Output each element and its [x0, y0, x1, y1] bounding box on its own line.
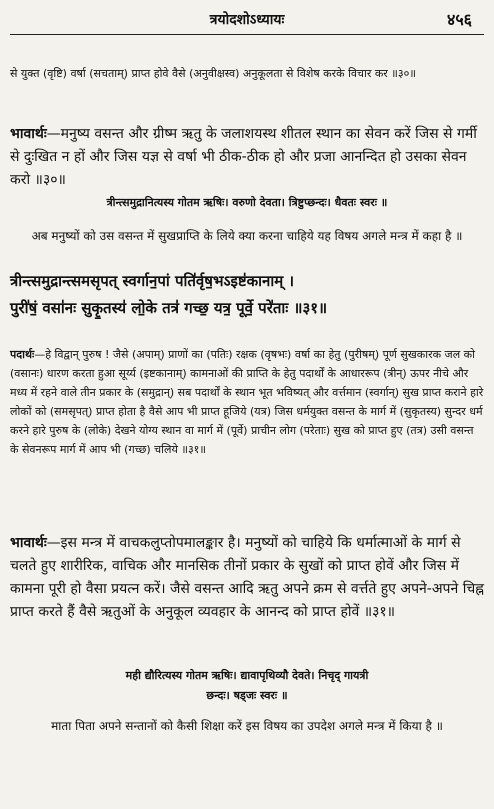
bhavartha-label: भावार्थः	[10, 126, 47, 142]
bhavartha-text: —इस मन्त्र में वाचकलुप्तोपमालङ्कार है। मनुष्यों को चाहिये कि धर्मात्माओं के मार्ग से चलते हुए शारीरिक, वाचिक और मानसिक तीनों प्रकार के सुखों को प्राप्त होवें और जिस में कामना पूरी हो वैसा प्रयत्न करें। जैसे वसन्त आदि ऋतु अपने क्रम से वर्त्तते हुए अपने-अपने चिह्न प्राप्त करते हैं वैसे ऋतुओं के अनुकूल व्यवहार के आनन्द को प्राप्त होवें ॥३१॥	[10, 535, 484, 620]
previous-padartha-end: से युक्त (वृष्टि) वर्षा (सचताम्) प्राप्त होवे वैसे (अनुवीक्षस्व) अनुकूलता से विशेष करके विचार कर ॥३०॥	[10, 67, 416, 80]
next-rishi-line-2: छन्दः। षड्जः स्वरः ॥	[206, 689, 288, 702]
next-rishi-devata	[10, 666, 484, 706]
bhavartha-label: भावार्थः	[10, 535, 47, 551]
chapter-title: त्रयोदशोऽध्यायः	[209, 12, 285, 28]
bhavartha-text: —मनुष्य वसन्त और ग्रीष्म ऋतु के जलाशयस्थ शीतल स्थान का सेवन करें जिस से गर्मी से दुःखित न हों और जिस यज्ञ से वर्षा भी ठीक-ठीक हो और प्रजा आनन्दित हो उसका सेवन करो ॥३०॥	[10, 126, 477, 188]
bhavartha	[10, 532, 484, 624]
previous-verse-ending	[10, 64, 484, 83]
page-header	[0, 8, 494, 30]
mantra-line-1: त्रीन्त्समुद्रान्त्समसृपत् स्वर्गान॒पां पति॑र्वृष॒भऽइष्ट॑कानाम् ।	[10, 272, 295, 290]
padartha-label: पदार्थः	[10, 348, 35, 361]
previous-bhavartha	[10, 123, 484, 192]
next-mantra-intro: माता पिता अपने सन्तानों को कैसी शिक्षा करें इस विषय का उपदेश अगले मन्त्र में किया है ॥	[51, 719, 443, 733]
padartha	[10, 345, 484, 459]
mantra-line-2: पुरी॑षं॒ वसा॑नः सुकृ॒तस्य॑ लो॒के तत्र॑ गच्छ॒ यत्र॒ पूर्वे॒ परे॑ताः ॥३१॥	[10, 299, 328, 317]
rishi-devata-line: त्रीन्त्समुद्रानित्यस्य गोतम ऋषिः। वरुणो देवता। त्रिष्टुप्छन्दः। धैवतः स्वरः ॥	[106, 196, 388, 209]
next-rishi-line-1: मही द्यौरित्यस्य गोतम ऋषिः। द्यावापृथिव्यौ देवते। निचृद् गायत्री	[125, 669, 369, 682]
mantra-intro: अब मनुष्यों को उस वसन्त में सुखप्राप्ति के लिये क्या करना चाहिये यह विषय अगले मन्त्र में कहा है ॥	[31, 229, 463, 243]
header-rule	[10, 34, 484, 35]
mantra	[10, 268, 484, 322]
page-number: ४५६	[447, 10, 472, 29]
padartha-text: —हे विद्वान् पुरुष ! जैसे (अपाम्) प्राणों का (पतिः) रक्षक (वृषभः) वर्षा का हेतु (पुरीषम्) पूर्ण सुखकारक जल को (वसानः) धारण करता हुआ सूर्य्य (इष्टकानाम्) कामनाओं की प्राप्ति के हेतु पदार्थों के आधाररूप (त्रीन्) ऊपर नीचे और मध्य में रहने वाले तीन प्रकार के (समुद्रान्) सब पदार्थों के स्थान भूत भविष्यत् और वर्त्तमान (स्वर्गान्) सुख प्राप्त कराने हारे लोकों को (समसृपत्) प्राप्त होता है वैसे आप भी प्राप्त हूजिये (यत्र) जिस धर्मयुक्त वसन्त के मार्ग में (सुकृतस्य) सुन्दर धर्म करने हारे पुरुष के (लोके) देखने योग्य स्थान वा मार्ग में (पूर्वे) प्राचीन लोग (परेताः) सुख को प्राप्त हुए (तत्र) उसी वसन्त के सेवनरूप मार्ग में आप भी (गच्छ) चलिये ॥३१॥	[10, 348, 484, 456]
